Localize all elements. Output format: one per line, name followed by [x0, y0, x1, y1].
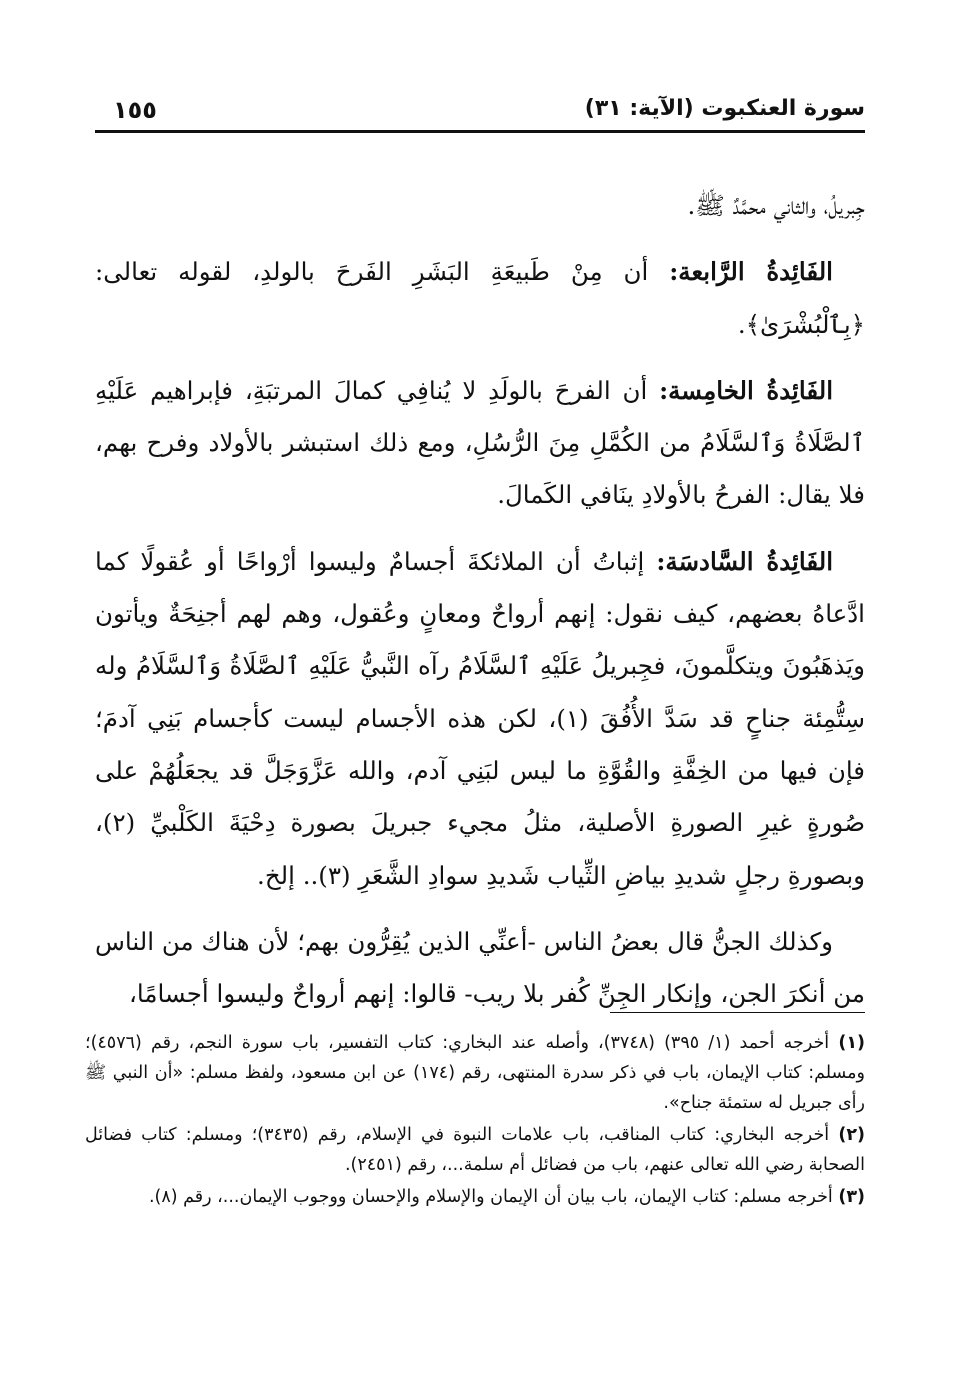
- paragraph-text: إثباتُ أن الملائكةَ أجسامٌ وليسوا أرْواحًا أو عُقولًا كما ادَّعاهُ بعضهم، كيف نقول: إنهم أرواحٌ ومعانٍ وعُقول، وهم لهم أجنِحَةٌ ويأتون ويَذهَبُونَ ويتكلَّمونَ، فجِبريلُ عَلَيْهِ ٱلسَّلَامُ رآه النَّبيُّ عَلَيْهِ ٱلصَّلَاةُ وَٱلسَّلَامُ وله سِتُّمِئة جناحٍ قد سَدَّ الأُفُقَ (١)، لكن هذه الأجسام ليست كأجسام بَنِي آدمَ؛ فإن فيها من الخِفَّةِ والقُوَّةِ ما ليس لبَنِي آدم، والله عَزَّوَجَلَّ قد يجعَلُهُمْ على صُورةٍ غيرِ الصورةِ الأصلية، مثلُ مجيء جبريلَ بصورة دِحْيَةَ الكَلْبيِّ (٢)، وبصورةِ رجلٍ شديدِ بياضِ الثِّياب شَديدِ سوادِ الشَّعَرِ (٣).. إلخ.: [95, 546, 865, 890]
- footnote-number: (٣): [838, 1187, 865, 1207]
- section-lead: الفَائِدةُ الخامِسة:: [659, 375, 833, 405]
- paragraph: [95, 246, 865, 351]
- header-divider: [95, 130, 865, 133]
- footnote-divider: [610, 1012, 865, 1013]
- paragraph-text: جِبريلُ، والثاني محمَّدٌ ﷺ.: [687, 191, 865, 220]
- paragraph-text: أن مِنْ طَبيعَةِ البَشَرِ الفَرحَ بالولدِ، لقوله تعالى: ﴿بِٱلْبُشْرَىٰ﴾.: [95, 257, 865, 339]
- page-header: [95, 94, 865, 130]
- section-lead: الفَائِدةُ الرَّابعة:: [669, 257, 833, 287]
- footnote-text: أخرجه مسلم: كتاب الإيمان، باب بيان أن الإيمان والإسلام والإحسان ووجوب الإيمان...، رقم (٨).: [148, 1187, 839, 1207]
- footnote-number: (٢): [838, 1125, 865, 1145]
- footnote-text: أخرجه البخاري: كتاب المناقب، باب علامات النبوة في الإسلام، رقم (٣٤٣٥)؛ ومسلم: كتاب فضائل الصحابة رضي الله تعالى عنهم، باب من فضائل أم سلمة...، رقم (٢٤٥١).: [85, 1125, 865, 1175]
- footnote-number: (١): [838, 1033, 865, 1053]
- footnotes: [85, 1028, 865, 1214]
- footnote: [85, 1028, 865, 1118]
- footnote: [85, 1182, 865, 1212]
- main-text: [95, 180, 865, 1034]
- paragraph: [95, 180, 865, 232]
- section-lead: الفَائِدةُ السَّادسَة:: [656, 546, 834, 576]
- paragraph: [95, 536, 865, 902]
- paragraph-text: وكذلك الجنُّ قال بعضُ الناس -أعنِّي الذين يُقِرُّون بهم؛ لأن هناك من الناس من أنكرَ الجن، وإنكار الجِنِّ كُفر بلا ريب- قالوا: إنهم أرواحٌ وليسوا أجسامًا،: [95, 926, 865, 1009]
- page-number: ١٥٥: [113, 96, 157, 124]
- running-title: سورة العنكبوت (الآية: ٣١): [584, 96, 865, 121]
- footnote-text: أخرجه أحمد (١/ ٣٩٥) (٣٧٤٨)، وأصله عند البخاري: كتاب التفسير، باب سورة النجم، رقم (٤٥٧٦)؛ ومسلم: كتاب الإيمان، باب في ذكر سدرة المنتهى، رقم (١٧٤) عن ابن مسعود، ولفظ مسلم: «أن النبي ﷺ رأى جبريل له ستمئة جناح».: [85, 1033, 865, 1113]
- paragraph: [95, 916, 865, 1021]
- footnote: [85, 1120, 865, 1180]
- paragraph: [95, 365, 865, 522]
- paragraph-text: أن الفرحَ بالولَدِ لا يُنافِي كمالَ المرتبَةِ، فإبراهيم عَلَيْهِ ٱلصَّلَاةُ وَٱلسَّلَامُ من الكُمَّلِ مِنَ الرُّسُلِ، ومع ذلك استبشر بالأولاد وفرح بهم، فلا يقال: الفرحُ بالأولادِ ينَافي الكَمالَ.: [95, 375, 865, 510]
